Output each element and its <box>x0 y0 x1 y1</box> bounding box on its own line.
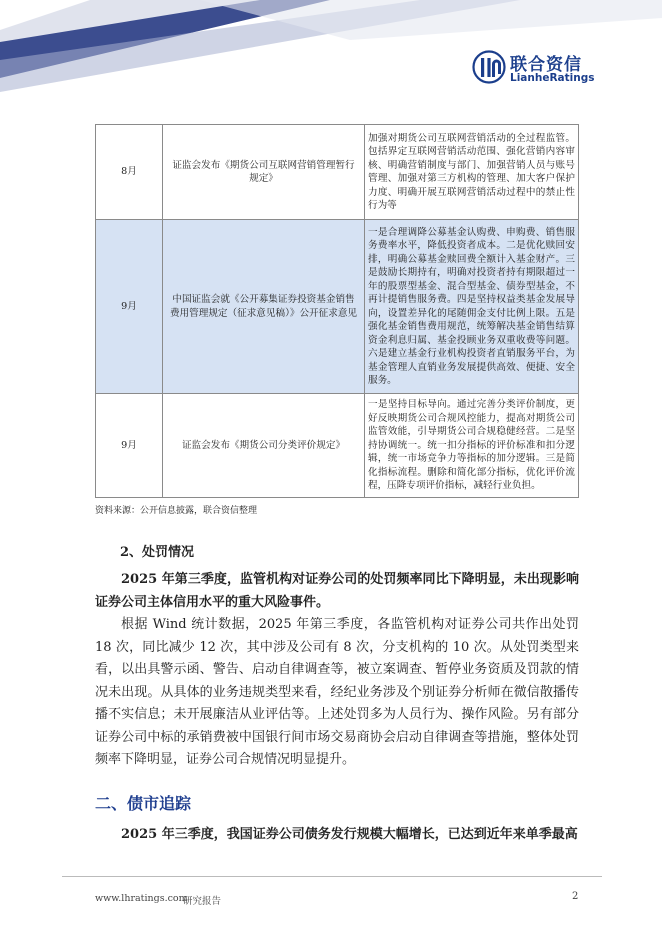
footer-doc-type: 研究报告 <box>183 896 222 907</box>
company-logo <box>472 50 595 88</box>
month-cell: 8月 <box>96 125 163 220</box>
regulation-table <box>95 124 579 498</box>
page-number: 2 <box>572 891 579 902</box>
footer-divider <box>62 876 602 877</box>
month-cell: 9月 <box>96 220 163 394</box>
table-row <box>96 220 579 394</box>
content-cell: 加强对期货公司互联网营销活动的全过程监管。包括界定互联网营销活动范围、强化营销内容审核、明确营销制度与部门、加强营销人员与账号管理、加强对第三方机构的管理、加大客户保护力度、明确开展互联网营销活动过程中的禁止性行为等 <box>365 125 579 220</box>
bond-lead-paragraph: 2025 年三季度，我国证券公司债务发行规模大幅增长，已达到近年来单季最高 <box>121 827 578 842</box>
month-cell: 9月 <box>96 394 163 498</box>
content-cell: 一是坚持目标导向。通过完善分类评价制度，更好反映期货公司合规风控能力，提高对期货公司监管效能，引导期货公司合规稳健经营。二是坚持协调统一。统一扣分指标的评价标准和扣分逻辑，统一市场竞争力等指标的加分逻辑。三是简化指标流程。删除和简化部分指标，优化评价流程，压降专项评价指标，减轻行业负担。 <box>365 394 579 498</box>
section-heading-penalty: 2、处罚情况 <box>120 545 195 560</box>
penalty-lead-paragraph: 2025 年第三季度，监管机构对证券公司的处罚频率同比下降明显，未出现影响证券公司主体信用水平的重大风险事件。 <box>95 572 579 610</box>
section-heading-bond: 二、债市追踪 <box>95 794 192 813</box>
logo-english-name: LianheRatings <box>510 72 595 84</box>
content-cell: 一是合理调降公募基金认购费、申购费、销售服务费率水平，降低投资者成本。二是优化赎回安排，明确公募基金赎回费全额计入基金财产。三是鼓励长期持有，明确对投资者持有期限超过一年的股票型基金、混合型基金、债券型基金，不再计提销售服务费。四是坚持权益类基金发展导向，设置差异化的尾随佣金支付比例上限。五是强化基金销售费用规范，统筹解决基金销售结算资金利息归属、基金投顾业务双重收费等问题。六是建立基金行业机构投资者直销服务平台，为基金管理人直销业务发展提供高效、便捷、安全服务。 <box>365 220 579 394</box>
event-cell: 证监会发布《期货公司分类评价规定》 <box>163 394 365 498</box>
event-cell: 证监会发布《期货公司互联网营销管理暂行规定》 <box>163 125 365 220</box>
source-note: 资料来源：公开信息披露，联合资信整理 <box>95 506 258 516</box>
table-row <box>96 125 579 220</box>
table-row <box>96 394 579 498</box>
footer-website-link[interactable]: www.lhratings.com <box>95 893 188 904</box>
logo-chinese-name: 联合资信 <box>510 55 582 75</box>
penalty-body-paragraph: 根据 Wind 统计数据，2025 年第三季度，各监管机构对证券公司共作出处罚 18 次，同比减少 12 次，其中涉及公司有 8 次，分支机构的 10 次。从处罚类型来看，以出具警示函、警告、启动自律调查等，被立案调查、暂停业务资质及罚款的情况未出现。从具体的业务违规类型来看，经纪业务涉及个别证券分析师在微信散播传播不实信息；未开展廉洁从业评估等。上述处罚多为人员行为、操作风险。另有部分证券公司中标的承销费被中国银行间市场交易商协会启动自律调查等措施，整体处罚频率下降明显，证券公司合规情况明显提升。 <box>95 617 579 767</box>
lianhe-logo-icon <box>472 50 506 84</box>
event-cell: 中国证监会就《公开募集证券投资基金销售费用管理规定（征求意见稿）》公开征求意见 <box>163 220 365 394</box>
